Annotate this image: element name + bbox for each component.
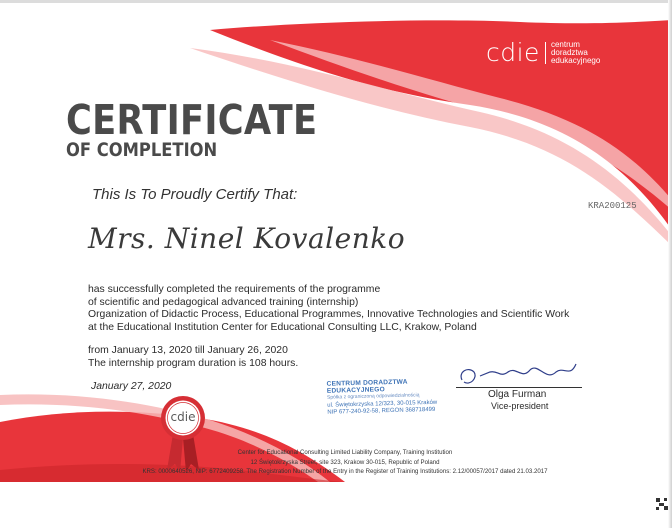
issue-date: January 27, 2020 — [91, 381, 172, 392]
logo-tagline-line: centrum — [550, 39, 580, 49]
stamp-ids: NIP 677-240-92-58, REGON 368718499 — [327, 406, 436, 416]
completion-statement — [88, 284, 569, 334]
signature-line — [456, 387, 582, 388]
logo-tagline-line: edukacyjnego — [550, 55, 601, 65]
footer-line: KRS: 0000640526, NIP: 6772409258. The Registration Number of the Entry in the Register of Training Institutions: 2.12/00057/2017 dated 21.03.2017 — [142, 468, 548, 476]
stamp-title: CENTRUM DORADZTWA EDUKACYJNEGO — [326, 378, 408, 395]
cdie-logo — [486, 38, 600, 67]
serial-number: KRA200125 — [588, 201, 637, 211]
footer-line: Center for Educational Consulting Limited Liability Company, Training Institution — [237, 449, 453, 456]
institution-footer — [100, 448, 590, 477]
footer-line: 12 Świętokrzyska Street, site 323, Krakow 30-015, Republic of Poland — [250, 458, 440, 466]
signatory-role: Vice-president — [491, 401, 549, 411]
seal-label: cdie — [170, 410, 196, 424]
date-range: from January 13, 2020 till January 26, 2020 — [88, 345, 288, 356]
logo-tagline-line: doradztwa — [550, 47, 588, 57]
certify-line: This Is To Proudly Certify That: — [92, 186, 298, 203]
statement-line: has successfully completed the requirements of the programme — [88, 284, 381, 295]
recipient-name: Mrs. Ninel Kovalenko — [88, 222, 406, 255]
certificate-title: CERTIFICATE — [66, 96, 318, 144]
scan-top-edge — [0, 0, 672, 3]
logo-wordmark: cdie — [486, 38, 540, 67]
logo-separator — [545, 42, 546, 64]
qr-corner-icon — [655, 497, 669, 511]
signatory-name: Olga Furman — [488, 389, 547, 400]
stamp-subtitle: Spółka z ograniczoną odpowiedzialnością — [326, 392, 420, 402]
statement-line: of scientific and pedagogical advanced training (internship) — [88, 296, 359, 308]
logo-tagline — [551, 41, 600, 65]
duration-line: The internship program duration is 108 hours. — [88, 357, 299, 369]
certificate-subtitle: OF COMPLETION — [66, 139, 218, 161]
statement-line: Organization of Didactic Process, Educational Programmes, Innovative Technologies and Scientific Work — [88, 309, 570, 321]
program-dates — [88, 345, 298, 370]
organization-stamp — [327, 377, 458, 416]
stamp-address: ul. Świętokrzyska 12/323, 30-015 Kraków — [327, 399, 438, 409]
scan-right-edge — [668, 0, 672, 528]
statement-line: at the Educational Institution Center for Educational Consulting LLC, Krakow, Poland — [88, 321, 477, 333]
